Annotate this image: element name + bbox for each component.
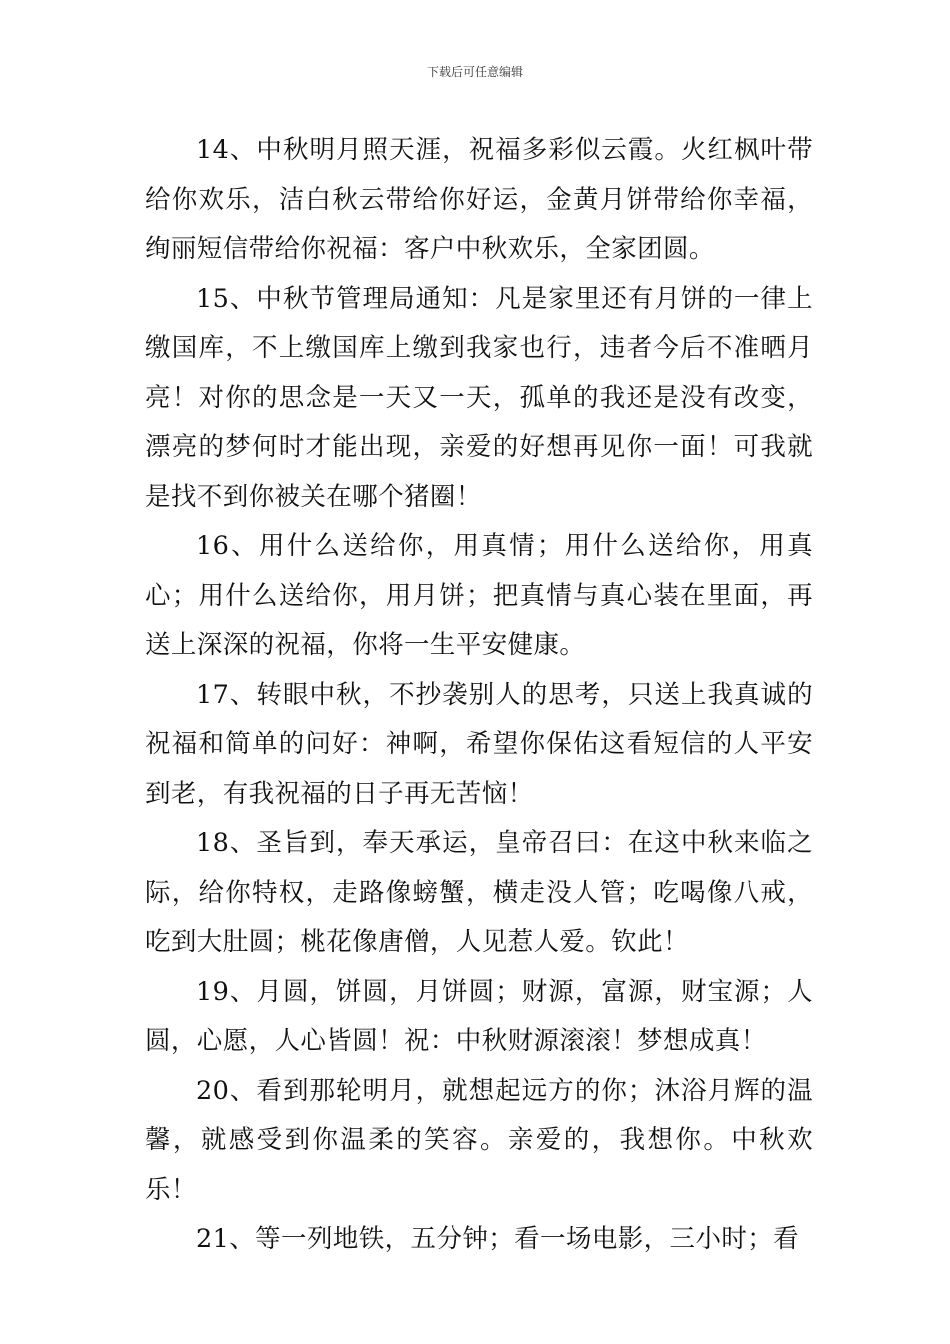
document-body (145, 126, 813, 1265)
paragraph-18: 18、圣旨到，奉天承运，皇帝召曰：在这中秋来临之际，给你特权，走路像螃蟹，横走没人管；吃喝像八戒，吃到大肚圆；桃花像唐僧，人见惹人爱。钦此！ (145, 828, 813, 957)
paragraph-14: 14、中秋明月照天涯，祝福多彩似云霞。火红枫叶带给你欢乐，洁白秋云带给你好运，金黄月饼带给你幸福，绚丽短信带给你祝福：客户中秋欢乐，全家团圆。 (145, 135, 813, 264)
paragraph-16: 16、用什么送给你，用真情；用什么送给你，用真心；用什么送给你，用月饼；把真情与真心装在里面，再送上深深的祝福，你将一生平安健康。 (145, 531, 813, 660)
paragraph-17: 17、转眼中秋，不抄袭别人的思考，只送上我真诚的祝福和简单的问好：神啊，希望你保佑这看短信的人平安到老，有我祝福的日子再无苦恼！ (145, 679, 813, 809)
paragraph-21: 21、等一列地铁，五分钟；看一场电影，三小时；看 (196, 1224, 800, 1254)
paragraph-19: 19、月圆，饼圆，月饼圆；财源，富源，财宝源；人圆，心愿，人心皆圆！祝：中秋财源滚滚！梦想成真！ (145, 976, 813, 1056)
paragraph-20: 20、看到那轮明月，就想起远方的你；沐浴月辉的温馨，就感受到你温柔的笑容。亲爱的，我想你。中秋欢乐！ (145, 1075, 813, 1205)
paragraph-15: 15、中秋节管理局通知：凡是家里还有月饼的一律上缴国库，不上缴国库上缴到我家也行，违者今后不准晒月亮！对你的思念是一天又一天，孤单的我还是没有改变，漂亮的梦何时才能出现，亲爱的好想再见你一面！可我就是找不到你被关在哪个猪圈！ (145, 283, 813, 512)
page-header: 下载后可任意编辑 (426, 65, 523, 79)
